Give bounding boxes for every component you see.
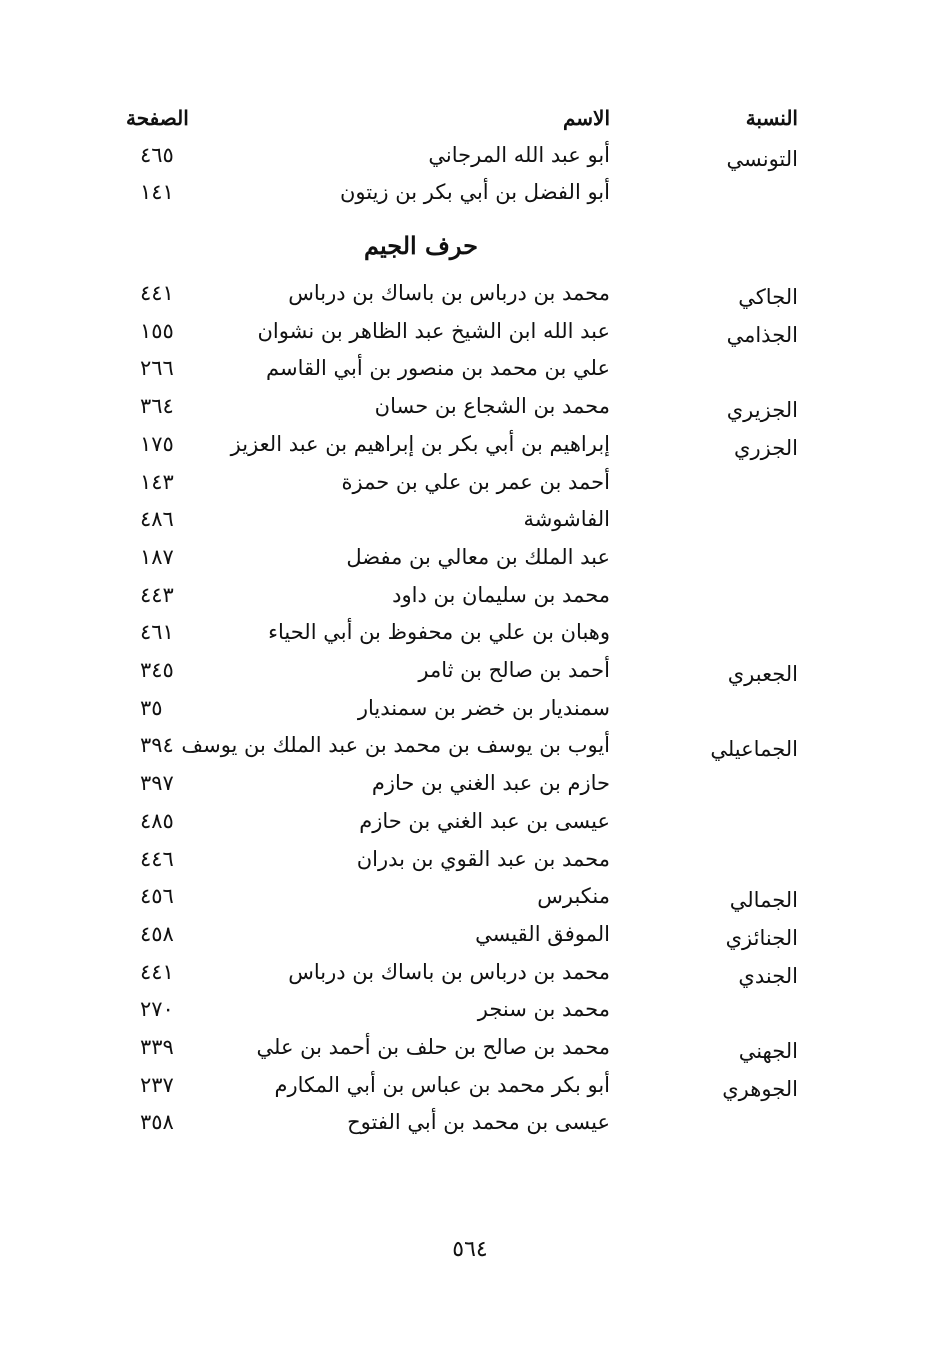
row-nisba: الجندي: [738, 963, 798, 988]
row-page: ١٤١: [140, 180, 174, 204]
row-page: ٤٥٨: [140, 921, 174, 946]
row-page: ٤٨٥: [140, 808, 174, 833]
row-page: ٤٤٣: [140, 582, 174, 607]
row-page: ٣٥: [140, 695, 163, 720]
row-page: ٢٦٦: [140, 356, 174, 381]
row-name: الفاشوشة: [523, 507, 610, 532]
row-page: ٣٦٤: [140, 394, 174, 419]
row-page: ٢٧٠: [140, 997, 174, 1022]
row-nisba: الجزيري: [726, 398, 798, 423]
row-name: علي بن محمد بن منصور بن أبي القاسم: [266, 356, 610, 381]
header-page: الصفحة: [126, 106, 189, 130]
header-nisba: النسبة: [745, 106, 798, 130]
section-title: حرف الجيم: [364, 231, 478, 260]
row-page: ٤٤١: [140, 959, 174, 984]
row-name: وهبان بن علي بن محفوظ بن أبي الحياء: [268, 620, 610, 645]
row-page: ٤٦٥: [140, 143, 174, 167]
row-nisba: الجعبري: [727, 662, 798, 686]
page-number: ٥٦٤: [452, 1237, 488, 1262]
row-name: محمد بن سنجر: [477, 997, 610, 1022]
row-name: أحمد بن صالح بن ثامر: [418, 658, 610, 682]
row-name: محمد بن الشجاع بن حسان: [374, 394, 610, 419]
row-nisba: الجاكي: [738, 285, 798, 309]
row-name: منكبرس: [537, 884, 610, 909]
row-name: أبو بكر محمد بن عباس بن أبي المكارم: [274, 1072, 610, 1097]
row-name: إبراهيم بن أبي بكر بن إبراهيم بن عبد العزيز: [230, 431, 610, 456]
row-page: ٣٥٨: [140, 1110, 174, 1135]
row-page: ٣٤٥: [140, 658, 174, 682]
row-name: محمد بن درباس بن باساك بن درباس: [288, 959, 610, 984]
row-page: ٣٩٧: [140, 771, 174, 796]
row-nisba: الجهني: [738, 1039, 798, 1063]
row-page: ٤٤٦: [140, 846, 174, 871]
row-name: عبد الملك بن معالي بن مفضل: [346, 544, 610, 569]
row-nisba: الجوهري: [722, 1076, 798, 1101]
row-name: حازم بن عبد الغني بن حازم: [371, 771, 610, 796]
row-name: عيسى بن عبد الغني بن حازم: [359, 808, 610, 833]
row-nisba: الجزري: [734, 435, 798, 460]
row-name: محمد بن صالح بن حلف بن أحمد بن علي: [256, 1035, 610, 1059]
row-name: محمد بن درباس بن باساك بن درباس: [288, 281, 610, 305]
row-page: ٢٣٧: [140, 1072, 174, 1097]
row-page: ١٤٣: [140, 469, 174, 494]
row-name: أحمد بن عمر بن علي بن حمزة: [341, 469, 610, 494]
row-page: ٤٤١: [140, 281, 174, 305]
row-nisba: الجنائزي: [725, 925, 798, 950]
row-nisba: الجذامي: [726, 322, 798, 347]
row-name: عيسى بن محمد بن أبي الفتوح: [347, 1110, 610, 1135]
row-page: ٤٦١: [140, 620, 174, 645]
row-name: محمد بن عبد القوي بن بدران: [356, 846, 610, 871]
row-nisba: الجمالي: [729, 888, 798, 913]
row-name: الموفق القيسي: [475, 921, 610, 946]
row-name: سمنديار بن خضر بن سمنديار: [357, 695, 610, 720]
row-page: ٣٩٤: [140, 733, 174, 758]
row-name: أيوب بن يوسف بن محمد بن عبد الملك بن يوسف: [181, 733, 610, 758]
row-name: أبو الفضل بن أبي بكر بن زيتون: [339, 180, 610, 204]
row-page: ٤٥٦: [140, 884, 174, 909]
row-page: ١٧٥: [140, 431, 174, 456]
row-name: أبو عبد الله المرجاني: [428, 143, 610, 167]
row-name: عبد الله ابن الشيخ عبد الظاهر بن نشوان: [257, 318, 610, 343]
row-nisba: الجماعيلي: [710, 737, 798, 762]
row-name: محمد بن سليمان بن داود: [392, 582, 610, 607]
row-page: ٤٨٦: [140, 507, 174, 532]
row-page: ٣٣٩: [140, 1035, 174, 1059]
row-nisba: التونسي: [726, 147, 798, 171]
header-name: الاسم: [562, 106, 610, 130]
row-page: ١٨٧: [140, 544, 174, 569]
row-page: ١٥٥: [140, 318, 174, 343]
